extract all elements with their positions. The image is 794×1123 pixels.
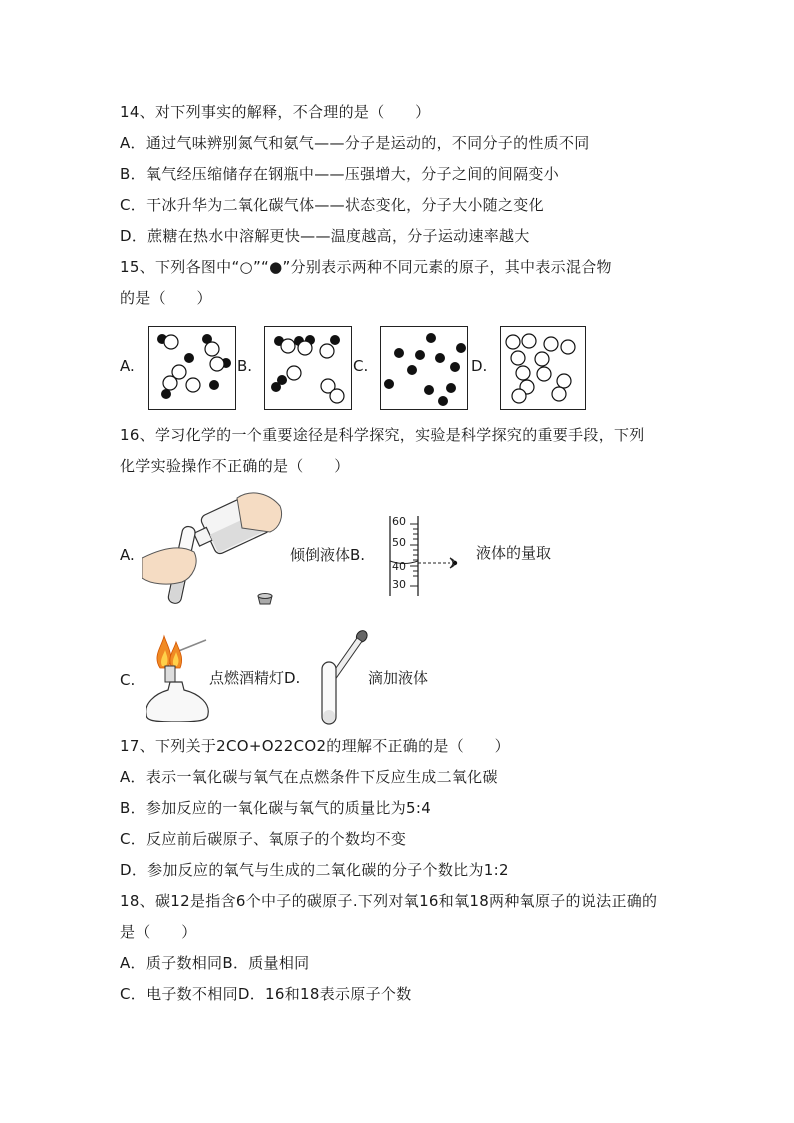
q16-stem-line1: 16、学习化学的一个重要途径是科学探究，实验是科学探究的重要手段，下列 bbox=[120, 426, 645, 444]
tick-30: 30 bbox=[392, 578, 406, 591]
q15-particles-d bbox=[501, 327, 585, 409]
q18-stem-line1: 18、碳12是指含6个中子的碳原子.下列对氧16和氧18两种氧原子的说法正确的 bbox=[120, 892, 658, 910]
q15-stem-line1: 15、下列各图中“○”“●”分别表示两种不同元素的原子，其中表示混合物 bbox=[120, 258, 612, 276]
q16-label-c: C. bbox=[120, 671, 136, 689]
q14-stem: 14、对下列事实的解释，不合理的是（ ） bbox=[120, 103, 431, 121]
q16-text-d: 滴加液体 bbox=[368, 669, 429, 687]
tick-50: 50 bbox=[392, 536, 406, 549]
q15-particles-a bbox=[149, 327, 235, 409]
q17-option-d: D．参加反应的氧气与生成的二氧化碳的分子个数比为1:2 bbox=[120, 861, 509, 879]
pouring-liquid-illustration bbox=[142, 486, 290, 611]
q15-particles-c bbox=[381, 327, 467, 409]
q18-options-cd: C．电子数不相同D．16和18表示原子个数 bbox=[120, 985, 412, 1003]
dropper-illustration bbox=[318, 626, 368, 726]
alcohol-lamp-illustration bbox=[146, 630, 210, 722]
q15-label-a: A. bbox=[120, 357, 135, 375]
q15-stem-line2: 的是（ ） bbox=[120, 289, 212, 307]
q17-option-b: B．参加反应的一氧化碳与氧气的质量比为5:4 bbox=[120, 799, 432, 817]
q16-stem-line2: 化学实验操作不正确的是（ ） bbox=[120, 457, 350, 475]
q16-text-b: 液体的量取 bbox=[476, 544, 552, 562]
q16-label-a: A. bbox=[120, 546, 135, 564]
q18-options-ab: A．质子数相同B．质量相同 bbox=[120, 954, 310, 972]
q16-text-c: 点燃酒精灯D. bbox=[209, 669, 301, 687]
tick-60: 60 bbox=[392, 515, 406, 528]
q17-stem: 17、下列关于2CO+O22CO2的理解不正确的是（ ） bbox=[120, 737, 510, 755]
q14-option-a: A．通过气味辨别氮气和氨气——分子是运动的，不同分子的性质不同 bbox=[120, 134, 590, 152]
q17-option-c: C．反应前后碳原子、氧原子的个数均不变 bbox=[120, 830, 407, 848]
q15-box-a bbox=[148, 326, 236, 410]
q14-option-c: C．干冰升华为二氧化碳气体——状态变化，分子大小随之变化 bbox=[120, 196, 544, 214]
q17-option-a: A．表示一氧化碳与氧气在点燃条件下反应生成二氧化碳 bbox=[120, 768, 498, 786]
q15-box-d bbox=[500, 326, 586, 410]
q14-option-b: B．氧气经压缩储存在钢瓶中——压强增大，分子之间的间隔变小 bbox=[120, 165, 559, 183]
q15-box-c bbox=[380, 326, 468, 410]
q18-stem-line2: 是（ ） bbox=[120, 923, 197, 941]
q14-option-d: D．蔗糖在热水中溶解更快——温度越高，分子运动速率越大 bbox=[120, 227, 530, 245]
q15-label-c: C. bbox=[353, 357, 369, 375]
q15-box-b bbox=[264, 326, 352, 410]
q15-label-b: B. bbox=[237, 357, 253, 375]
q15-label-d: D. bbox=[471, 357, 488, 375]
tick-40: 40 bbox=[392, 560, 406, 573]
q16-text-a: 倾倒液体B. bbox=[290, 546, 366, 564]
q15-particles-b bbox=[265, 327, 351, 409]
